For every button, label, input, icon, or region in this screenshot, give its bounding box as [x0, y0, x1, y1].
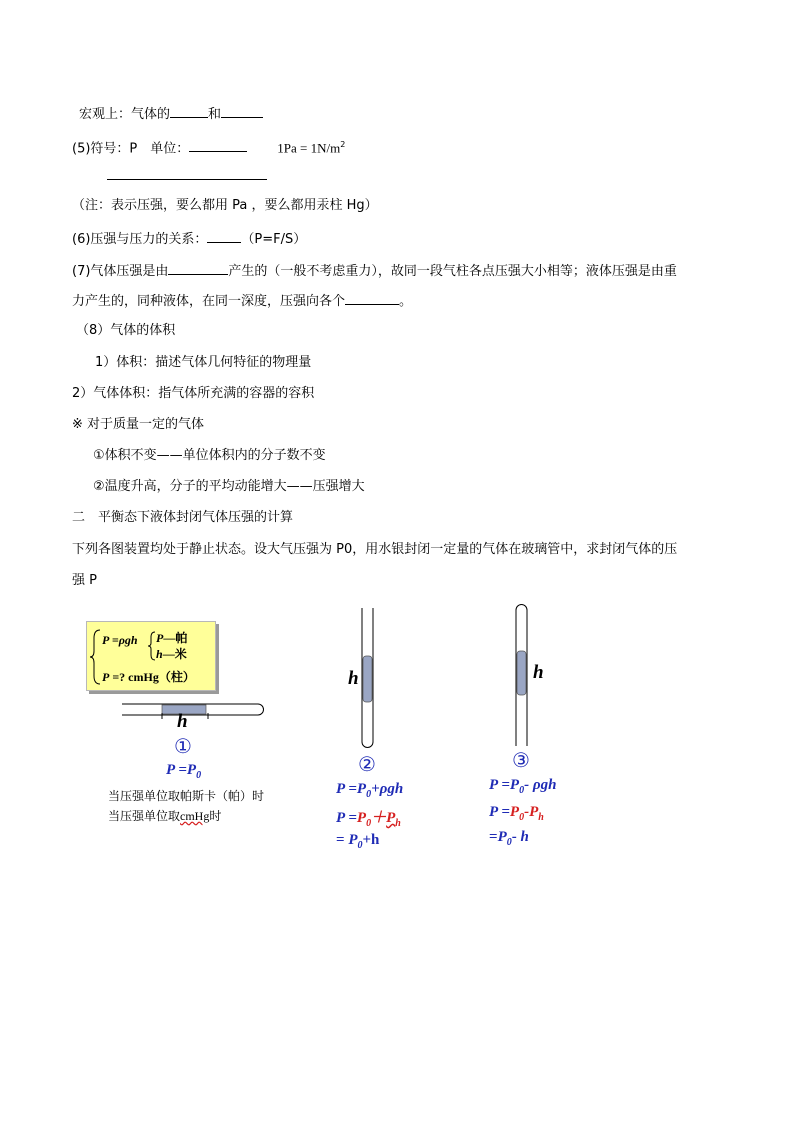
left-brace: [90, 628, 102, 686]
blank-line: [107, 179, 267, 180]
label-h: h: [533, 662, 544, 683]
text-fixed-mass: ※ 对于质量一定的气体: [72, 417, 205, 432]
text-rule-2: ②温度升高，分子的平均动能增大——压强增大: [93, 479, 365, 494]
text-problem: 下列各图装置均处于静止状态。设大气压强为 P0，用水银封闭一定量的气体在玻璃管中，求封闭气体的压: [72, 542, 678, 557]
inner-brace: [148, 631, 156, 661]
diagram-number-3: ③: [512, 748, 530, 772]
note-cmhg: 当压强单位取cmHg时: [108, 809, 222, 823]
unit-pascal: P—帕: [156, 631, 188, 645]
equation-3c: $=P_0-$ h: [489, 829, 529, 848]
note-pascal: 当压强单位取帕斯卡（帕）时: [108, 789, 265, 803]
text-symbol-unit: (5)符号：P 单位： $1Pa = 1N/m^2$: [72, 140, 346, 157]
text-volume-2: 2）气体体积：指气体所充满的容器的容积: [72, 386, 315, 401]
text-macro: 宏观上：气体的 和: [79, 105, 263, 123]
vertical-tube-open-top: [358, 606, 378, 752]
diagram-number-1: ①: [174, 734, 192, 758]
mercury-column: [363, 656, 372, 702]
equation-2a: $P =P_0+\rho gh$: [336, 781, 404, 800]
mercury-column: [517, 651, 526, 695]
fill-blank: [345, 292, 399, 305]
equation-1: $P =P_0$: [166, 762, 202, 781]
text-note: （注：表示压强，要么都用 Pa ，要么都用汞柱 Hg）: [72, 198, 378, 213]
label-h: h: [177, 711, 188, 732]
vertical-tube-inverted: [512, 602, 532, 748]
equation-2c: = $P_0+h$: [336, 832, 380, 851]
formula-box: [86, 621, 216, 691]
formula-cmhg: P =? cmHg（柱）: [102, 670, 195, 684]
equation-3b: $P =P_0-P_h$: [489, 804, 544, 823]
diagram-number-2: ②: [358, 752, 376, 776]
fill-blank: [170, 105, 208, 118]
formula-pa: P =ρgh: [102, 633, 138, 647]
text-liquid-pressure: 力产生的，同种液体，在同一深度，压强向各个 。: [72, 294, 413, 309]
fill-blank: [207, 230, 241, 243]
fill-blank: [168, 262, 228, 275]
text-problem-end: 强 P: [72, 573, 97, 588]
text-gas-pressure: (7)气体压强是由 产生的（一般不考虑重力），故同一段气柱各点压强大小相等；液体压强是由重: [72, 264, 677, 279]
fill-blank: [221, 105, 263, 118]
equation-2b: $P =P_0+P_h$: [336, 810, 401, 829]
fill-blank: [189, 139, 247, 152]
text-pressure-force: (6)压强与压力的关系： （P=F/S）: [72, 232, 307, 247]
label-h: h: [348, 668, 359, 689]
text-gas-volume-heading: （8）气体的体积: [76, 323, 176, 338]
text-volume-1: 1）体积：描述气体几何特征的物理量: [95, 355, 312, 370]
unit-meter: h—米: [156, 647, 187, 661]
equation-3a: $P =P_0-$ ρgh: [489, 777, 557, 796]
text-rule-1: ①体积不变——单位体积内的分子数不变: [93, 448, 326, 463]
section-heading: 二 平衡态下液体封闭气体压强的计算: [72, 510, 294, 525]
